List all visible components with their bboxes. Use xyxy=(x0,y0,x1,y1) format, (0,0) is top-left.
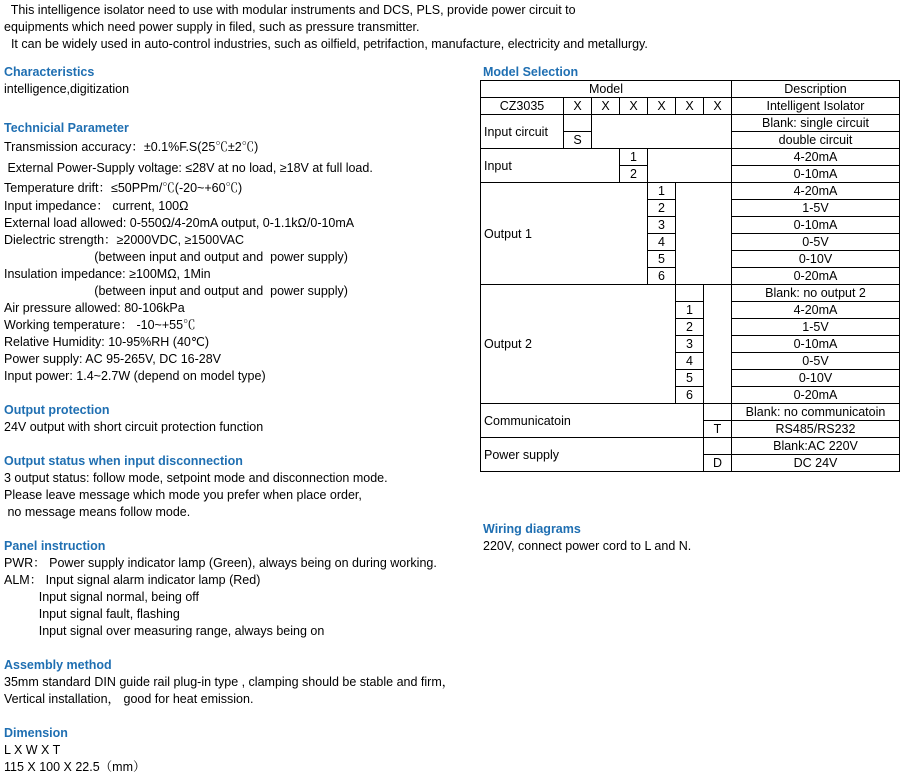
model-code: CZ3035 xyxy=(481,98,564,115)
dimension-heading: Dimension xyxy=(4,726,68,740)
output2-code: 3 xyxy=(676,336,704,353)
model-x: X xyxy=(648,98,676,115)
power-label: Power supply xyxy=(481,438,704,472)
comm-label: Communicatoin xyxy=(481,404,704,438)
assembly-line: 35mm standard DIN guide rail plug-in type , clamping should be stable and firm， xyxy=(4,675,455,689)
model-x: X xyxy=(592,98,620,115)
tech-line: Dielectric strength：≥2000VDC, ≥1500VAC xyxy=(4,233,244,247)
tech-line: Power supply: AC 95-265V, DC 16-28V xyxy=(4,352,222,366)
tech-line: External Power-Supply voltage: ≤28V at no load, ≥18V at full load. xyxy=(4,161,373,175)
model-x: X xyxy=(564,98,592,115)
characteristics-heading: Characteristics xyxy=(4,65,95,79)
panel-heading: Panel instruction xyxy=(4,539,106,553)
output1-code: 5 xyxy=(648,251,676,268)
power-d-code: D xyxy=(704,455,732,472)
power-d-desc: DC 24V xyxy=(732,455,900,472)
output-status-line: no message means follow mode. xyxy=(4,505,191,519)
output1-desc: 0-10mA xyxy=(732,217,900,234)
output1-desc: 0-5V xyxy=(732,234,900,251)
tech-line: Input impedance： current, 100Ω xyxy=(4,199,189,213)
panel-line: Input signal over measuring range, always being on xyxy=(4,624,325,638)
tech-line: Insulation impedance: ≥100MΩ, 1Min xyxy=(4,267,211,281)
tech-line: (between input and output and power supply) xyxy=(4,250,348,264)
power-blank-desc: Blank:AC 220V xyxy=(732,438,900,455)
input-circuit-blank-desc: Blank: single circuit xyxy=(732,115,900,132)
intro-line-3: It can be widely used in auto-control industries, such as oilfield, petrifaction, manufacture, electricity and metallurgy. xyxy=(4,37,648,51)
output1-desc: 0-10V xyxy=(732,251,900,268)
output1-code: 1 xyxy=(648,183,676,200)
intro-line-2: equipments which need power supply in filed, such as pressure transmitter. xyxy=(4,20,420,34)
input-desc: 4-20mA xyxy=(732,149,900,166)
output2-desc: 0-10V xyxy=(732,370,900,387)
output1-desc: 0-20mA xyxy=(732,268,900,285)
assembly-heading: Assembly method xyxy=(4,658,112,672)
technical-heading: Technicial Parameter xyxy=(4,121,129,135)
comm-t-code: T xyxy=(704,421,732,438)
input-desc: 0-10mA xyxy=(732,166,900,183)
output2-desc: 0-20mA xyxy=(732,387,900,404)
output2-code: 2 xyxy=(676,319,704,336)
output1-code: 2 xyxy=(648,200,676,217)
panel-line: Input signal normal, being off xyxy=(4,590,200,604)
characteristics-text: intelligence,digitization xyxy=(4,82,130,96)
output2-desc: 4-20mA xyxy=(732,302,900,319)
dimension-line: L X W X T xyxy=(4,743,61,757)
output-protection-text: 24V output with short circuit protection function xyxy=(4,420,264,434)
tech-line: Input power: 1.4~2.7W (depend on model type) xyxy=(4,369,266,383)
comm-t-desc: RS485/RS232 xyxy=(732,421,900,438)
output1-code: 6 xyxy=(648,268,676,285)
output1-code: 4 xyxy=(648,234,676,251)
model-x: X xyxy=(704,98,732,115)
tech-line: Temperature drift：≤50PPm/℃(-20~+60℃) xyxy=(4,181,243,195)
output1-code: 3 xyxy=(648,217,676,234)
panel-line: ALM： Input signal alarm indicator lamp (Red) xyxy=(4,573,261,587)
input-circuit-label: Input circuit xyxy=(481,115,564,149)
output2-code: 6 xyxy=(676,387,704,404)
input-code: 1 xyxy=(620,149,648,166)
output2-code: 1 xyxy=(676,302,704,319)
tech-line: Transmission accuracy：±0.1%F.S(25℃±2℃) xyxy=(4,140,259,154)
assembly-line: Vertical installation， good for heat emission. xyxy=(4,692,254,706)
wiring-heading: Wiring diagrams xyxy=(483,522,581,536)
comm-blank-desc: Blank: no communicatoin xyxy=(732,404,900,421)
output1-label: Output 1 xyxy=(481,183,648,285)
output2-code: 5 xyxy=(676,370,704,387)
description-header: Description xyxy=(732,81,900,98)
output1-desc: 4-20mA xyxy=(732,183,900,200)
output2-desc: 0-10mA xyxy=(732,336,900,353)
input-circuit-s-code: S xyxy=(564,132,592,149)
tech-line: External load allowed: 0-550Ω/4-20mA output, 0-1.1kΩ/0-10mA xyxy=(4,216,355,230)
isolator-desc: Intelligent Isolator xyxy=(732,98,900,115)
panel-line: PWR： Power supply indicator lamp (Green), always being on during working. xyxy=(4,556,437,570)
output1-desc: 1-5V xyxy=(732,200,900,217)
output-status-line: 3 output status: follow mode, setpoint mode and disconnection mode. xyxy=(4,471,388,485)
tech-line: (between input and output and power supply) xyxy=(4,284,348,298)
output-status-heading: Output status when input disconnection xyxy=(4,454,243,468)
model-header: Model xyxy=(481,81,732,98)
output2-code: 4 xyxy=(676,353,704,370)
intro-line-1: This intelligence isolator need to use with modular instruments and DCS, PLS, provide power circuit to xyxy=(4,3,576,17)
output2-desc: 1-5V xyxy=(732,319,900,336)
output-protection-heading: Output protection xyxy=(4,403,110,417)
dimension-line: 115 X 100 X 22.5（mm） xyxy=(4,760,146,774)
panel-line: Input signal fault, flashing xyxy=(4,607,180,621)
tech-line: Air pressure allowed: 80-106kPa xyxy=(4,301,185,315)
wiring-text: 220V, connect power cord to L and N. xyxy=(483,539,692,553)
input-code: 2 xyxy=(620,166,648,183)
output2-blank-desc: Blank: no output 2 xyxy=(732,285,900,302)
model-x: X xyxy=(620,98,648,115)
model-selection-table xyxy=(480,80,900,472)
model-selection-heading: Model Selection xyxy=(483,65,579,79)
tech-line: Working temperature： -10~+55℃ xyxy=(4,318,196,332)
model-x: X xyxy=(676,98,704,115)
input-circuit-s-desc: double circuit xyxy=(732,132,900,149)
input-label: Input xyxy=(481,149,592,183)
output2-label: Output 2 xyxy=(481,285,676,404)
output2-desc: 0-5V xyxy=(732,353,900,370)
tech-line: Relative Humidity: 10-95%RH (40℃) xyxy=(4,335,210,349)
output-status-line: Please leave message which mode you prefer when place order, xyxy=(4,488,362,502)
